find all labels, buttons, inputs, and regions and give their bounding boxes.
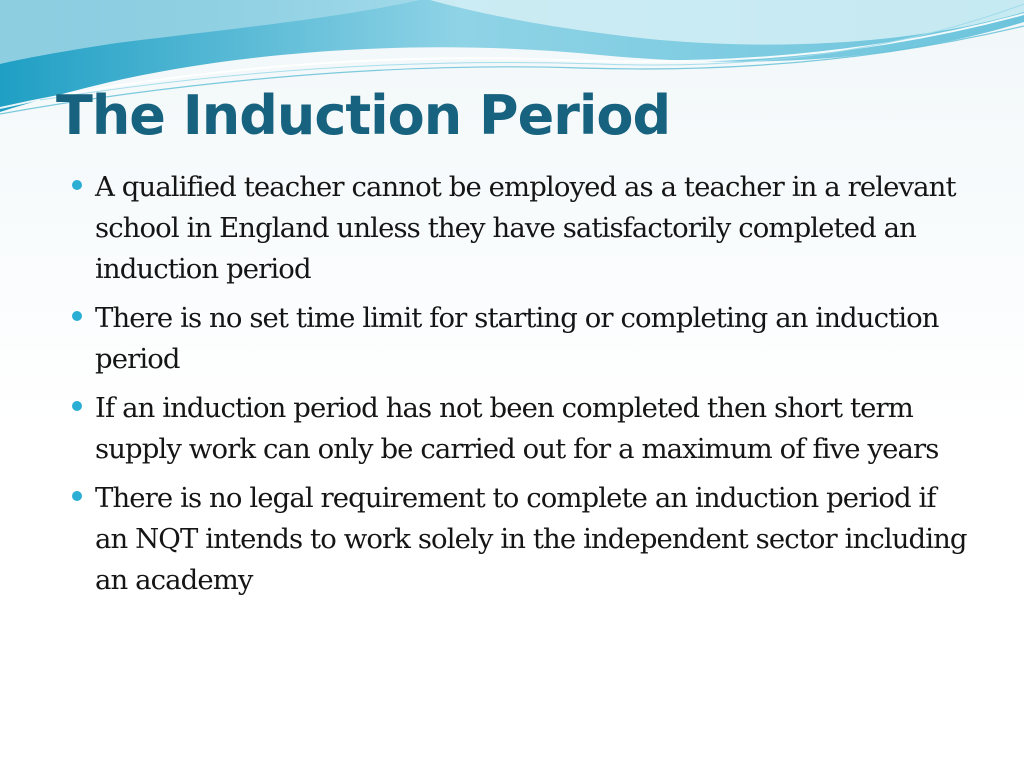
bullet-item: [70, 478, 970, 601]
bullet-dot-icon: [72, 401, 82, 411]
bullet-text: There is no legal requirement to complete an induction period if an NQT intends to work solely in the independent sector including an academy: [95, 482, 967, 596]
bullet-item: [70, 298, 970, 380]
bullet-item: [70, 388, 970, 470]
bullet-dot-icon: [72, 180, 82, 190]
bullet-item: [70, 167, 970, 290]
bullet-dot-icon: [72, 491, 82, 501]
bullet-text: There is no set time limit for starting or completing an induction period: [95, 302, 939, 375]
bullet-text: If an induction period has not been completed then short term supply work can only be carried out for a maximum of five years: [95, 392, 939, 465]
bullet-dot-icon: [72, 311, 82, 321]
bullet-text: A qualified teacher cannot be employed as a teacher in a relevant school in England unless they have satisfactorily completed an induction period: [95, 171, 956, 285]
bullet-list: [70, 167, 970, 609]
slide-title: The Induction Period: [56, 84, 671, 147]
